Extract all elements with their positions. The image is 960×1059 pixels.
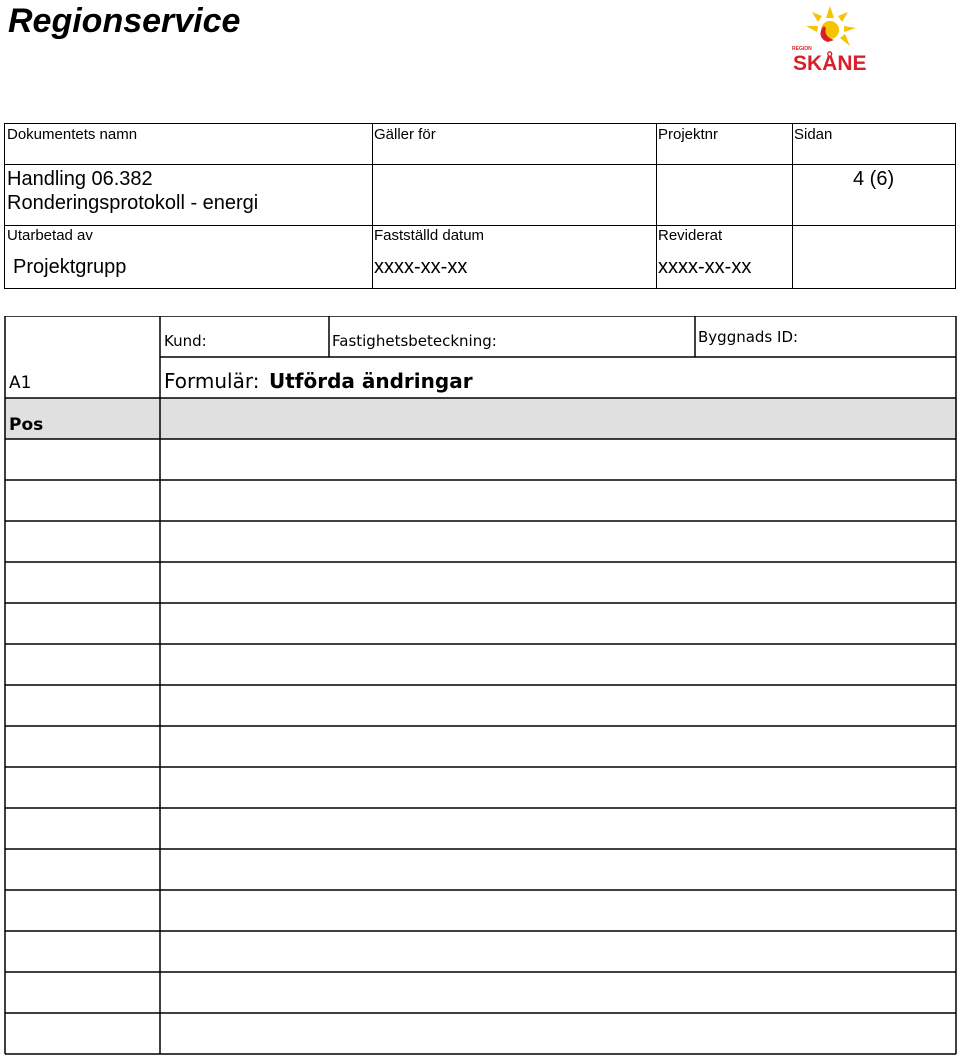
table-row[interactable] [161, 1014, 955, 1053]
pos-header-fill [4, 398, 957, 439]
project-no-label: Projektnr [658, 126, 719, 143]
page-title: Regionservice [8, 2, 241, 40]
table-row[interactable] [161, 727, 955, 766]
pos-header: Pos [9, 415, 44, 435]
customer-label: Kund: [164, 332, 207, 350]
table-row[interactable] [161, 809, 955, 848]
table-row[interactable] [161, 522, 955, 561]
doc-name-label: Dokumentets namn [7, 126, 138, 143]
revised-label: Reviderat [658, 227, 723, 244]
section-code: A1 [9, 373, 32, 393]
doc-name-line1: Handling 06.382 [7, 168, 153, 190]
table-row[interactable] [161, 768, 955, 807]
table-row[interactable] [161, 645, 955, 684]
prepared-by-label: Utarbetad av [7, 227, 93, 244]
building-id-label: Byggnads ID: [698, 328, 799, 346]
table-row[interactable] [161, 604, 955, 643]
applies-to-label: Gäller för [374, 126, 436, 143]
page-label: Sidan [794, 126, 833, 143]
changes-form-table [4, 316, 957, 1057]
page-value: 4 (6) [853, 168, 895, 190]
sun-icon [806, 6, 856, 46]
table-row[interactable] [161, 563, 955, 602]
table-row[interactable] [161, 440, 955, 479]
table-row[interactable] [161, 891, 955, 930]
table-row[interactable] [161, 686, 955, 725]
form-title: Utförda ändringar [269, 369, 473, 393]
table-row[interactable] [161, 973, 955, 1012]
property-label: Fastighetsbeteckning: [332, 332, 497, 350]
revised-value: xxxx-xx-xx [658, 256, 752, 278]
prepared-by-value: Projektgrupp [13, 256, 127, 278]
table-row[interactable] [161, 481, 955, 520]
approved-date-value: xxxx-xx-xx [374, 256, 468, 278]
doc-name-line2: Ronderingsprotokoll - energi [7, 192, 259, 214]
table-row[interactable] [161, 932, 955, 971]
logo-region-text: REGION [792, 46, 812, 52]
document-meta-table [4, 123, 956, 289]
approved-date-label: Fastställd datum [374, 227, 485, 244]
form-prefix: Formulär: [164, 369, 260, 393]
table-row[interactable] [161, 850, 955, 889]
logo-skane-text: SKÅNE [793, 52, 867, 75]
